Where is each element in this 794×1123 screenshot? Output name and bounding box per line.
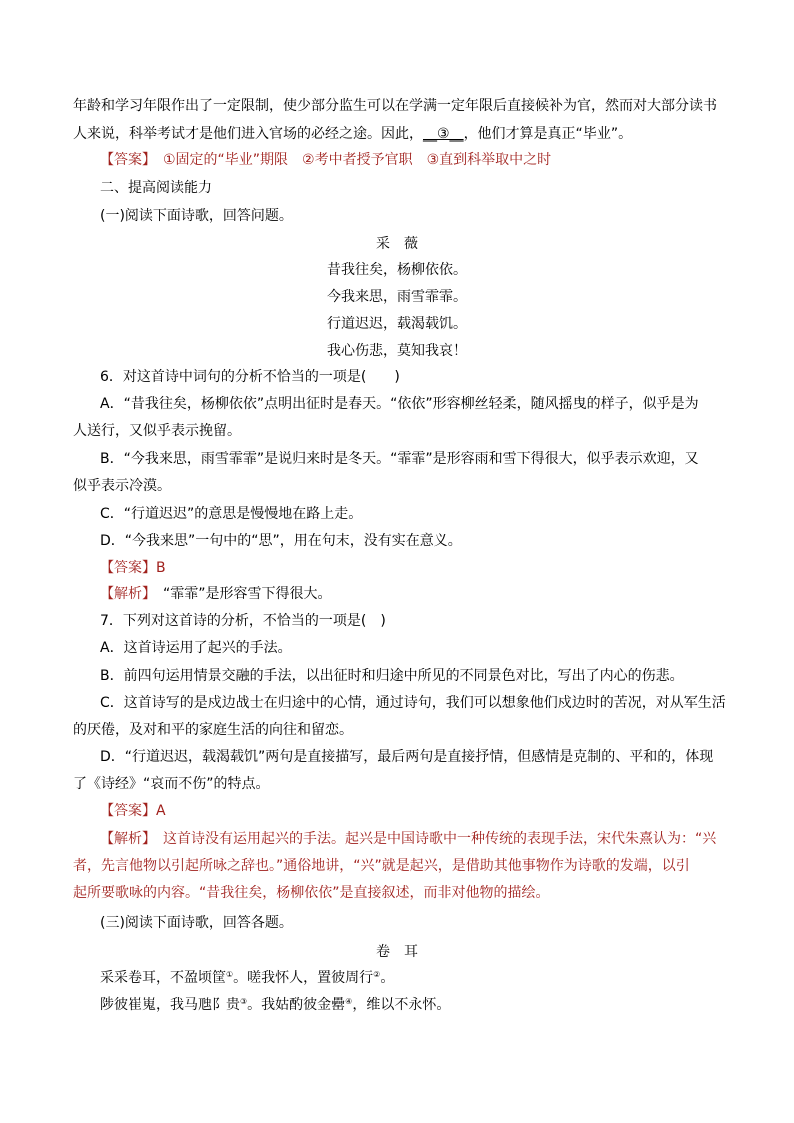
- footnote-marker: ④: [345, 997, 353, 1006]
- question-6-answer: [100, 558, 166, 578]
- previous-answer: [100, 150, 551, 170]
- intro-line-2-text: 人来说，科举考试才是他们进入官场的必经之途。因此，: [73, 126, 423, 142]
- question-7-option-c: C．这首诗写的是戍边战士在归途中的心情，通过诗句，我们可以想象他们戍边时的苦况，对从军生活: [100, 695, 726, 711]
- poem-2-title: 卷 耳: [376, 944, 418, 960]
- analysis-label: 【解析】: [100, 831, 149, 847]
- question-6-option-d: D．“今我来思”一句中的“思”，用在句末，没有实在意义。: [100, 533, 462, 549]
- footnote-marker: ①: [226, 970, 234, 979]
- question-6-option-b-cont: 似乎表示冷漠。: [73, 478, 171, 494]
- poem-1-line: 行道迟迟，载渴载饥。: [327, 316, 467, 332]
- footnote-marker: ③: [240, 997, 248, 1006]
- question-7-option-b: B．前四句运用情景交融的手法，以出征时和归途中所见的不同景色对比，写出了内心的伤悲。: [100, 668, 684, 684]
- question-6-option-a: A．“昔我往矣，杨柳依依”点明出征时是春天。“依依”形容柳丝轻柔，随风摇曳的样子，似乎是为: [100, 396, 699, 412]
- question-6-option-c: C．“行道迟迟”的意思是慢慢地在路上走。: [100, 506, 363, 522]
- analysis-label: 【解析】: [100, 586, 149, 602]
- question-7-option-d-cont: 了《诗经》“哀而不伤”的特点。: [73, 776, 270, 792]
- question-7-stem: 7．下列对这首诗的分析，不恰当的一项是( ): [100, 613, 386, 629]
- question-7-option-d: D．“行道迟迟，载渴载饥”两句是直接描写，最后两句是直接抒情，但感情是克制的、平和的，体现: [100, 749, 714, 765]
- question-6-analysis: [100, 584, 332, 604]
- question-7-analysis-cont: 者，先言他物以引起所咏之辞也。”通俗地讲，“兴”就是起兴，是借助其他事物作为诗歌的发端，以引: [73, 858, 690, 874]
- analysis-text: 这首诗没有运用起兴的手法。起兴是中国诗歌中一种传统的表现手法，宋代朱熹认为：“兴: [163, 831, 717, 847]
- question-7-analysis: [100, 829, 716, 849]
- answer-label: 【答案】: [100, 560, 156, 576]
- intro-line-1: 年龄和学习年限作出了一定限制，使少部分监生可以在学满一定年限后直接候补为官，然而对大部分读书: [73, 98, 717, 114]
- poem-2-text: 。我姑酌彼金罍: [247, 997, 346, 1013]
- poem-2-text: 采采卷耳，不盈顷筐: [100, 970, 226, 986]
- question-7-option-a: A．这首诗运用了起兴的手法。: [100, 640, 292, 656]
- answer-text: ①固定的“毕业”期限 ②考中者授予官职 ③直到科举取中之时: [163, 152, 552, 168]
- question-7-analysis-cont: 起所要歌咏的内容。“昔我往矣，杨柳依依”是直接叙述，而非对他物的描绘。: [73, 885, 550, 901]
- intro-line-2-end: ，他们才算是真正“毕业”。: [463, 126, 633, 142]
- poem-1-line: 今我来思，雨雪霏霏。: [327, 289, 467, 305]
- poem-2-line-1: [100, 968, 394, 988]
- poem-1-line: 昔我往矣，杨柳依依。: [327, 262, 467, 278]
- poem-2-text: 陟彼崔嵬，我马虺阝贵: [100, 997, 240, 1013]
- fill-blank-3: __③__: [423, 126, 464, 142]
- part-3-heading: (三)阅读下面诗歌，回答各题。: [100, 915, 293, 931]
- question-6-option-a-cont: 人送行，又似乎表示挽留。: [73, 423, 241, 439]
- poem-2-text: ，维以不永怀。: [352, 997, 451, 1013]
- poem-1-title: 采 薇: [376, 236, 418, 252]
- question-7-answer: [100, 801, 166, 821]
- answer-value: B: [156, 560, 166, 576]
- poem-2-text: 。: [380, 970, 395, 986]
- question-6-option-b: B．“今我来思，雨雪霏霏”是说归来时是冬天。“霏霏”是形容雨和雪下得很大，似乎表示欢迎，又: [100, 451, 699, 467]
- question-7-option-c-cont: 的厌倦，及对和平的家庭生活的向往和留恋。: [73, 722, 353, 738]
- footnote-marker: ②: [373, 970, 381, 979]
- poem-2-line-2: [100, 995, 450, 1015]
- answer-label: 【答案】: [100, 803, 156, 819]
- poem-1-line: 我心伤悲，莫知我哀！: [327, 343, 467, 359]
- intro-line-2: [73, 124, 632, 144]
- answer-value: A: [156, 803, 166, 819]
- section-heading: 二、提高阅读能力: [100, 180, 212, 196]
- part-1-heading: (一)阅读下面诗歌，回答问题。: [100, 208, 293, 224]
- analysis-text: “霏霏”是形容雪下得很大。: [163, 586, 332, 602]
- question-6-stem: 6．对这首诗中词句的分析不恰当的一项是( ): [100, 369, 400, 385]
- answer-label: 【答案】: [100, 152, 149, 168]
- poem-2-text: 。嗟我怀人，置彼周行: [233, 970, 374, 986]
